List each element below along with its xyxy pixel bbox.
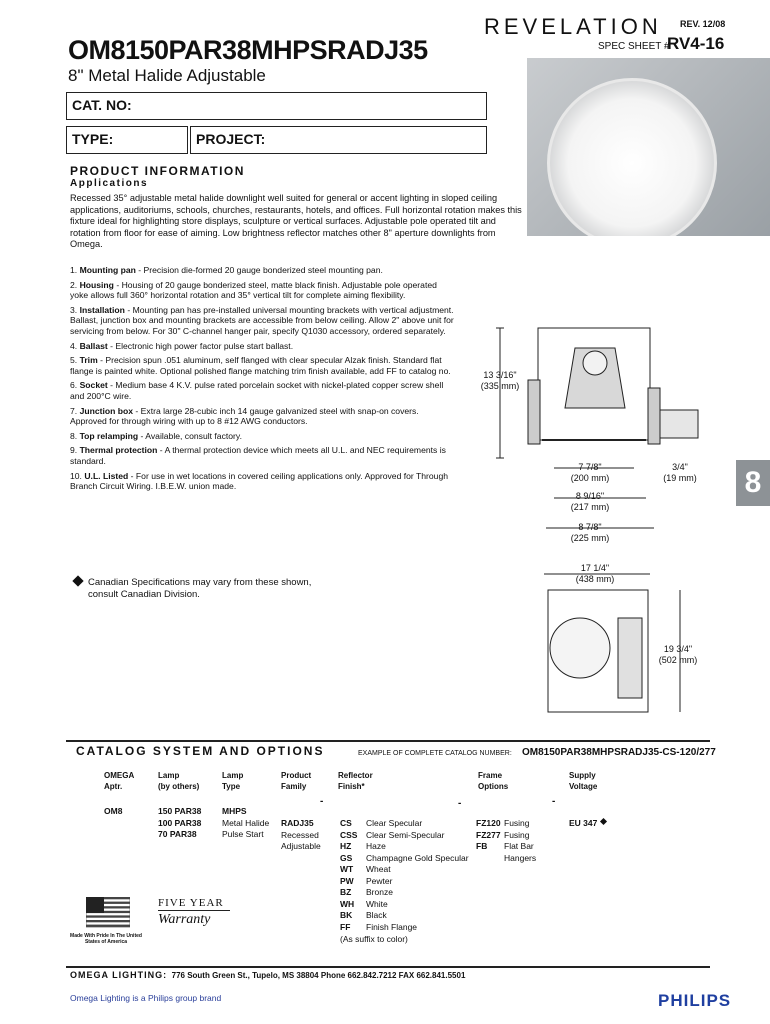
diamond-icon [72,575,83,586]
section-tab: 8 [736,460,770,506]
header-reflector: Reflector Finish* [338,771,373,791]
type-field[interactable]: TYPE: [66,126,188,154]
project-field[interactable]: PROJECT: [190,126,487,154]
spec-sheet-label: SPEC SHEET # [598,41,670,52]
feature-item: 6. Socket - Medium base 4 K.V. pulse rated porcelain socket with nickel-plated copper screw shell and 200°C wire. [70,380,444,401]
dim-aperture: 7 7/8" (200 mm) [570,462,610,483]
made-in-usa: Made With Pride In The United States of America [70,933,142,945]
reflector-option: BZ Bronze [340,887,393,897]
feature-list [70,265,455,496]
dash-1: - [320,796,324,807]
us-flag-icon [86,897,130,933]
header-lamp: Lamp (by others) [158,771,200,791]
feature-item: 9. Thermal protection - A thermal protection device which meets all U.L. and NEC requirements is standard. [70,445,446,466]
applications-heading: Applications [70,178,149,189]
header-frame: Frame Options [478,771,509,791]
feature-item: 4. Ballast - Electronic high power factor pulse start ballast. [70,340,294,351]
dim-pan-length: 19 3/4" (502 mm) [658,644,698,665]
junction-box [660,410,698,438]
product-subtitle: 8" Metal Halide Adjustable [68,66,266,85]
warranty-line-2: Warranty [158,912,211,927]
feature-item: 8. Top relamping - Available, consult factory. [70,430,242,441]
product-info-title: PRODUCT INFORMATION [70,164,245,178]
frame-option: FB Flat Bar [476,841,534,851]
ballast-box [618,618,642,698]
frame-list [476,818,536,864]
lamp-type-list: MHPS Metal Halide Pulse Start [222,806,270,839]
family-list: RADJ35 Recessed Adjustable [281,818,321,851]
feature-item: 2. Housing - Housing of 20 gauge bonderized steel, matte black finish. Adjustable pole operated yoke allows full 360° horizontal rotation and 35° vertical tilt for complete aiming flexibility. [70,279,437,301]
reflector-option: GS Champagne Gold Specular [340,852,469,863]
canada-note-line-1: Canadian Specifications may vary from these shown, [88,577,312,588]
address-text: 776 South Green St., Tupelo, MS 38804 Phone 662.842.7212 FAX 662.841.5501 [171,971,466,980]
reflector-option: HZ Haze [340,841,386,851]
dim-cutout: 8 7/8" (225 mm) [570,522,610,543]
product-photo [527,58,770,236]
warranty-badge [158,897,230,928]
dim-flange: 3/4" (19 mm) [663,462,697,483]
frame-option: FZ277 Fusing [476,829,530,840]
reflector-option: WH White [340,898,388,909]
company-name: OMEGA LIGHTING: [70,970,168,980]
reflector-option: BK Black [340,910,387,920]
voltage-value: EU 347 [569,818,606,830]
header-lamp-type: Lamp Type [222,771,244,791]
header-voltage: Supply Voltage [569,771,598,791]
catalog-title: CATALOG SYSTEM AND OPTIONS [76,744,325,758]
lamp-shape [583,351,607,375]
reflector-option: CS Clear Specular [340,818,423,828]
diamond-icon [600,818,607,825]
feature-item: 1. Mounting pan - Precision die-formed 20 gauge bonderized steel mounting pan. [70,265,383,275]
model-number: OM8150PAR38MHPSRADJ35 [68,35,428,65]
brand-tagline: Omega Lighting is a Philips group brand [70,993,222,1003]
philips-logo: PHILIPS [658,991,732,1010]
header-aptr: OMEGA Aptr. [104,771,135,791]
feature-item: 3. Installation - Mounting pan has pre-installed universal mounting brackets with vertical adjustment. Ballast, junction box and mounting brackets are accessible from below ceiling. Allow 2" above unit for servicing from below. For 30" C-channel hanger pair, specify Q1030 accessory, ordered separately. [70,304,454,336]
feature-item: 7. Junction box - Extra large 28-cubic inch 14 gauge galvanized steel with snap-on covers. Approved for through wiring with up to 8 #12 AWG conductors. [70,405,419,427]
example-label: EXAMPLE OF COMPLETE CATALOG NUMBER: [358,750,512,757]
reflector-option: FF Finish Flange [340,921,418,932]
reflector-note: (As suffix to color) [340,934,408,944]
feature-item: 5. Trim - Precision spun .051 aluminum, self flanged with clear specular Alzak finish. Standard flat flange is painted white. Optional polished flange matching trim finish available, add FF to catalog no. [70,355,451,376]
frame-option: FZ120 Fusing [476,818,530,828]
example-value: OM8150PAR38MHPSRADJ35-CS-120/277 [522,747,716,758]
canada-note-line-2: consult Canadian Division. [88,589,200,600]
catalog-rule [66,740,710,742]
trim-ring-image [547,78,717,236]
warranty-rule [158,910,230,911]
dim-trim-od: 8 9/16" (217 mm) [570,491,610,512]
frame-option: Hangers [504,852,537,863]
brand-logo: REVELATION [484,14,662,39]
dim-height: 13 3/16" (335 mm) [480,370,520,391]
aptr-value: OM8 [104,806,123,816]
cat-no-field[interactable]: CAT. NO: [66,92,487,120]
warranty-line-1: FIVE YEAR [158,897,224,909]
aperture-circle [550,618,610,678]
dash-3: - [552,796,556,807]
applications-text: Recessed 35° adjustable metal halide downlight well suited for general or accent lighting in sloped ceiling applications, auditoriums, schools, churches, restaurants, hotels, and offices. Full horizontal rotation makes this fixture ideal for highlighting store displays, sculpture or vertical surfaces. Adjustable pole operated tilt and rotation from floor for ease of aiming. Low brightness reflector matches other 8" aperture downlights from Omega. [70,193,522,250]
reflector-option: CSS Clear Semi-Specular [340,829,445,840]
reflector-option: PW Pewter [340,875,393,886]
dash-2: - [458,798,462,809]
spec-sheet-number: RV4-16 [667,34,725,53]
footer-rule [66,966,710,968]
header-family: Product Family [281,771,312,791]
reflector-option: WT Wheat [340,864,391,874]
dim-pan-width: 17 1/4" (438 mm) [575,563,615,584]
feature-item: 10. U.L. Listed - For use in wet locations in covered ceiling applications only. Approved for Through Branch Circuit Wiring. I.B.E.W. union made. [70,470,449,492]
reflector-list [340,818,469,933]
lamp-list: 150 PAR38 100 PAR38 70 PAR38 [158,806,202,839]
revision-label: REV. 12/08 [680,19,726,29]
bracket-right [648,388,660,444]
footer-address [70,970,465,980]
canada-note [74,577,311,601]
